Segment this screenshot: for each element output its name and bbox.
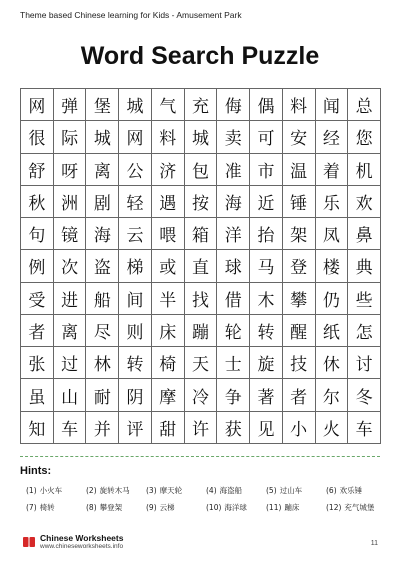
grid-cell: 锤 bbox=[283, 186, 316, 218]
grid-cell: 典 bbox=[348, 250, 381, 282]
book-icon bbox=[22, 535, 36, 549]
grid-cell: 借 bbox=[217, 283, 250, 315]
hint-number: (3) bbox=[146, 486, 157, 495]
grid-cell: 架 bbox=[283, 218, 316, 250]
grid-cell: 转 bbox=[119, 347, 152, 379]
grid-cell: 秋 bbox=[21, 186, 54, 218]
grid-cell: 安 bbox=[283, 121, 316, 153]
hint-item bbox=[86, 502, 146, 513]
grid-cell: 例 bbox=[21, 250, 54, 282]
grid-cell: 城 bbox=[119, 89, 152, 121]
grid-cell: 见 bbox=[250, 412, 283, 444]
grid-cell: 城 bbox=[86, 121, 119, 153]
hint-number: (7) bbox=[26, 503, 37, 512]
grid-cell: 盗 bbox=[86, 250, 119, 282]
hint-item bbox=[26, 502, 86, 513]
grid-cell: 直 bbox=[185, 250, 218, 282]
grid-cell: 抬 bbox=[250, 218, 283, 250]
hints-title: Hints: bbox=[20, 465, 52, 477]
grid-cell: 者 bbox=[283, 379, 316, 411]
divider bbox=[20, 456, 380, 457]
grid-cell: 总 bbox=[348, 89, 381, 121]
grid-cell: 料 bbox=[283, 89, 316, 121]
hint-text: 旋转木马 bbox=[99, 486, 130, 495]
grid-cell: 冷 bbox=[185, 379, 218, 411]
hint-item bbox=[146, 485, 206, 496]
grid-cell: 喂 bbox=[152, 218, 185, 250]
grid-cell: 转 bbox=[250, 315, 283, 347]
grid-cell: 间 bbox=[119, 283, 152, 315]
grid-cell: 料 bbox=[152, 121, 185, 153]
grid-cell: 济 bbox=[152, 154, 185, 186]
grid-cell: 并 bbox=[86, 412, 119, 444]
grid-cell: 海 bbox=[86, 218, 119, 250]
hint-number: (12) bbox=[326, 503, 342, 512]
hint-text: 欢乐锤 bbox=[339, 486, 363, 495]
grid-cell: 著 bbox=[250, 379, 283, 411]
hint-text: 海盗船 bbox=[219, 486, 243, 495]
hint-number: (1) bbox=[26, 486, 37, 495]
grid-cell: 虽 bbox=[21, 379, 54, 411]
page-header: Theme based Chinese learning for Kids - Amusement Park bbox=[20, 10, 242, 20]
hint-item bbox=[206, 502, 266, 513]
grid-cell: 洲 bbox=[54, 186, 87, 218]
grid-cell: 网 bbox=[119, 121, 152, 153]
grid-cell: 乐 bbox=[316, 186, 349, 218]
grid-cell: 着 bbox=[316, 154, 349, 186]
grid-cell: 际 bbox=[54, 121, 87, 153]
grid-cell: 准 bbox=[217, 154, 250, 186]
hint-number: (2) bbox=[86, 486, 97, 495]
grid-cell: 醒 bbox=[283, 315, 316, 347]
grid-cell: 充 bbox=[185, 89, 218, 121]
grid-cell: 攀 bbox=[283, 283, 316, 315]
grid-cell: 机 bbox=[348, 154, 381, 186]
grid-cell: 按 bbox=[185, 186, 218, 218]
grid-cell: 卖 bbox=[217, 121, 250, 153]
grid-cell: 尔 bbox=[316, 379, 349, 411]
grid-cell: 公 bbox=[119, 154, 152, 186]
grid-cell: 温 bbox=[283, 154, 316, 186]
grid-cell: 海 bbox=[217, 186, 250, 218]
page-title: Word Search Puzzle bbox=[80, 42, 320, 70]
grid-cell: 马 bbox=[250, 250, 283, 282]
grid-cell: 侮 bbox=[217, 89, 250, 121]
grid-cell: 船 bbox=[86, 283, 119, 315]
hint-item bbox=[206, 485, 266, 496]
grid-cell: 鼻 bbox=[348, 218, 381, 250]
grid-cell: 登 bbox=[283, 250, 316, 282]
hint-text: 过山车 bbox=[279, 486, 303, 495]
grid-cell: 镜 bbox=[54, 218, 87, 250]
grid-cell: 床 bbox=[152, 315, 185, 347]
grid-cell: 火 bbox=[316, 412, 349, 444]
grid-cell: 张 bbox=[21, 347, 54, 379]
hint-number: (6) bbox=[326, 486, 337, 495]
grid-cell: 凤 bbox=[316, 218, 349, 250]
hint-number: (11) bbox=[266, 503, 282, 512]
grid-cell: 网 bbox=[21, 89, 54, 121]
brand-url: www.chineseworksheets.info bbox=[40, 543, 124, 550]
grid-cell: 些 bbox=[348, 283, 381, 315]
grid-cell: 呀 bbox=[54, 154, 87, 186]
hints-list bbox=[26, 485, 386, 513]
grid-cell: 箱 bbox=[185, 218, 218, 250]
grid-cell: 包 bbox=[185, 154, 218, 186]
hint-item bbox=[146, 502, 206, 513]
grid-cell: 找 bbox=[185, 283, 218, 315]
grid-cell: 市 bbox=[250, 154, 283, 186]
hint-item bbox=[326, 502, 386, 513]
hint-number: (4) bbox=[206, 486, 217, 495]
grid-cell: 评 bbox=[119, 412, 152, 444]
brand-name: Chinese Worksheets bbox=[40, 533, 124, 543]
hint-item bbox=[26, 485, 86, 496]
grid-cell: 闻 bbox=[316, 89, 349, 121]
hint-text: 摩天轮 bbox=[159, 486, 183, 495]
hint-number: (10) bbox=[206, 503, 222, 512]
grid-cell: 阴 bbox=[119, 379, 152, 411]
grid-cell: 云 bbox=[119, 218, 152, 250]
hint-text: 海洋球 bbox=[224, 503, 247, 512]
hint-text: 蹦床 bbox=[284, 503, 300, 512]
grid-cell: 则 bbox=[119, 315, 152, 347]
grid-cell: 可 bbox=[250, 121, 283, 153]
grid-cell: 楼 bbox=[316, 250, 349, 282]
grid-cell: 进 bbox=[54, 283, 87, 315]
grid-cell: 车 bbox=[348, 412, 381, 444]
grid-cell: 士 bbox=[217, 347, 250, 379]
grid-cell: 许 bbox=[185, 412, 218, 444]
grid-cell: 剧 bbox=[86, 186, 119, 218]
grid-cell: 尽 bbox=[86, 315, 119, 347]
grid-cell: 林 bbox=[86, 347, 119, 379]
hint-number: (8) bbox=[86, 503, 97, 512]
grid-cell: 仍 bbox=[316, 283, 349, 315]
grid-cell: 木 bbox=[250, 283, 283, 315]
hint-text: 攀登架 bbox=[99, 503, 123, 512]
hint-item bbox=[86, 485, 146, 496]
hint-text: 椅转 bbox=[39, 503, 55, 512]
grid-cell: 遇 bbox=[152, 186, 185, 218]
grid-cell: 争 bbox=[217, 379, 250, 411]
grid-cell: 洋 bbox=[217, 218, 250, 250]
grid-cell: 句 bbox=[21, 218, 54, 250]
grid-cell: 次 bbox=[54, 250, 87, 282]
grid-cell: 舒 bbox=[21, 154, 54, 186]
grid-cell: 休 bbox=[316, 347, 349, 379]
hint-number: (9) bbox=[146, 503, 157, 512]
grid-cell: 或 bbox=[152, 250, 185, 282]
hint-item bbox=[326, 485, 386, 496]
grid-cell: 摩 bbox=[152, 379, 185, 411]
grid-cell: 您 bbox=[348, 121, 381, 153]
footer bbox=[0, 530, 400, 566]
grid-cell: 蹦 bbox=[185, 315, 218, 347]
hint-number: (5) bbox=[266, 486, 277, 495]
grid-cell: 近 bbox=[250, 186, 283, 218]
grid-cell: 偶 bbox=[250, 89, 283, 121]
grid-cell: 技 bbox=[283, 347, 316, 379]
grid-cell: 椅 bbox=[152, 347, 185, 379]
word-search-grid bbox=[20, 88, 381, 444]
grid-cell: 天 bbox=[185, 347, 218, 379]
hint-text: 充气城堡 bbox=[344, 503, 375, 512]
hint-item bbox=[266, 502, 326, 513]
grid-cell: 耐 bbox=[86, 379, 119, 411]
grid-cell: 获 bbox=[217, 412, 250, 444]
grid-cell: 梯 bbox=[119, 250, 152, 282]
grid-cell: 纸 bbox=[316, 315, 349, 347]
grid-cell: 城 bbox=[185, 121, 218, 153]
grid-cell: 车 bbox=[54, 412, 87, 444]
grid-cell: 冬 bbox=[348, 379, 381, 411]
grid-cell: 受 bbox=[21, 283, 54, 315]
grid-cell: 怎 bbox=[348, 315, 381, 347]
grid-cell: 半 bbox=[152, 283, 185, 315]
grid-cell: 球 bbox=[217, 250, 250, 282]
grid-cell: 知 bbox=[21, 412, 54, 444]
grid-cell: 旋 bbox=[250, 347, 283, 379]
grid-cell: 轮 bbox=[217, 315, 250, 347]
hint-item bbox=[266, 485, 326, 496]
grid-cell: 过 bbox=[54, 347, 87, 379]
grid-cell: 讨 bbox=[348, 347, 381, 379]
grid-cell: 小 bbox=[283, 412, 316, 444]
grid-cell: 离 bbox=[86, 154, 119, 186]
hint-text: 小火车 bbox=[39, 486, 63, 495]
grid-cell: 欢 bbox=[348, 186, 381, 218]
grid-cell: 甜 bbox=[152, 412, 185, 444]
grid-cell: 经 bbox=[316, 121, 349, 153]
grid-cell: 很 bbox=[21, 121, 54, 153]
grid-cell: 者 bbox=[21, 315, 54, 347]
grid-cell: 离 bbox=[54, 315, 87, 347]
hint-text: 云梯 bbox=[159, 503, 175, 512]
grid-cell: 弹 bbox=[54, 89, 87, 121]
grid-cell: 气 bbox=[152, 89, 185, 121]
grid-cell: 轻 bbox=[119, 186, 152, 218]
grid-cell: 山 bbox=[54, 379, 87, 411]
grid-cell: 堡 bbox=[86, 89, 119, 121]
page-number: 11 bbox=[370, 540, 378, 547]
